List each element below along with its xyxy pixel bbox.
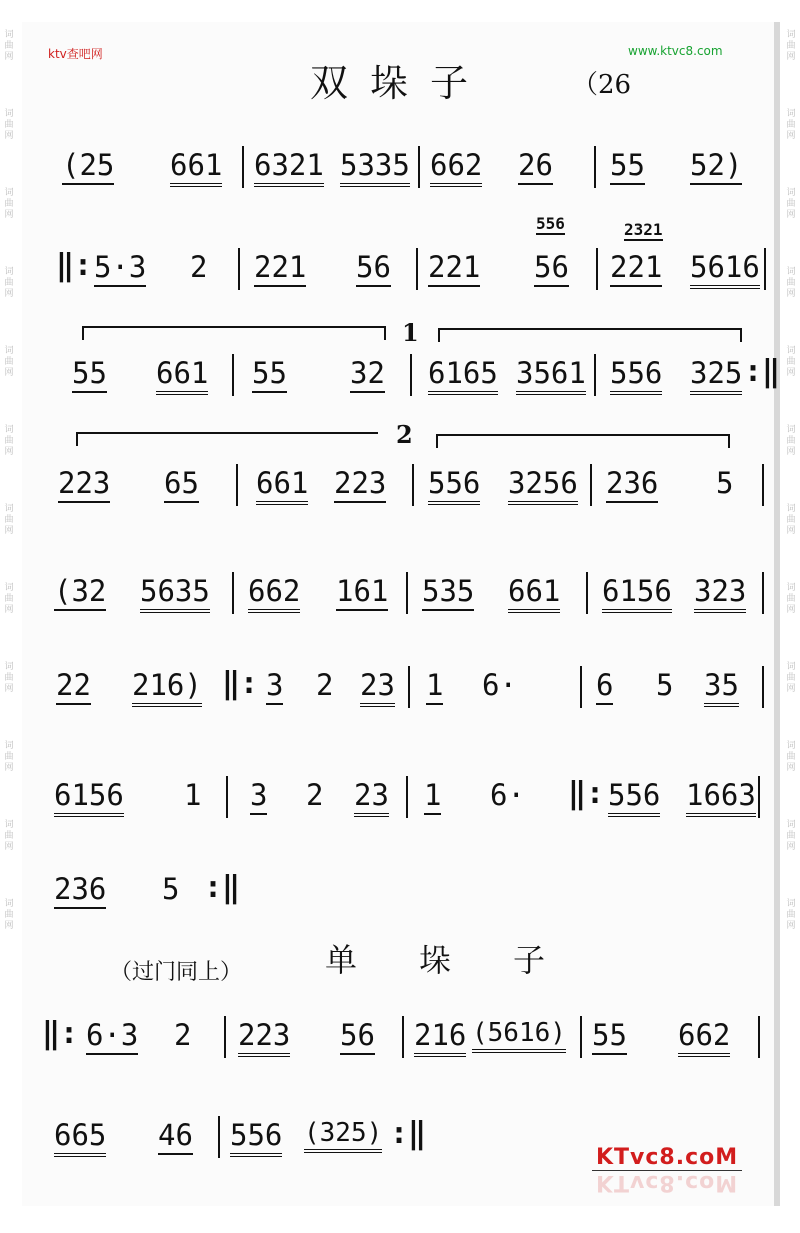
side-mark: 词曲网 xyxy=(4,346,14,378)
site-logo-reflection: KTvc8.coM xyxy=(596,1170,739,1195)
note-group: 55 xyxy=(252,356,287,393)
note-group: 22 xyxy=(56,668,91,705)
repeat-end: :‖ xyxy=(744,354,781,389)
note-group: 223 xyxy=(238,1018,290,1057)
side-mark: 词曲网 xyxy=(4,30,14,62)
note-group: 1663 xyxy=(686,778,756,817)
note-group: (25 xyxy=(62,148,114,185)
score-row-3 xyxy=(50,354,781,416)
bar-line xyxy=(586,572,588,614)
bar-line xyxy=(412,464,414,506)
note-group: 216 xyxy=(414,1018,466,1057)
bar-line xyxy=(594,354,596,396)
repeat-start: ‖: xyxy=(42,1016,79,1051)
note-group: 236 xyxy=(54,872,106,909)
score-row-5 xyxy=(50,574,770,634)
note: 6 xyxy=(596,668,613,705)
section-subtitle: 单垛子 xyxy=(325,941,608,979)
side-mark: 词曲网 xyxy=(4,899,14,931)
repeat-end: :‖ xyxy=(204,870,241,905)
note-group: 661 xyxy=(156,356,208,395)
score-row-6 xyxy=(50,668,770,728)
bar-line xyxy=(408,666,410,708)
note-group: 216) xyxy=(132,668,202,707)
note-group: 55 xyxy=(610,148,645,185)
note-group: 56 xyxy=(534,250,569,287)
note-group: 223 xyxy=(58,466,110,503)
side-mark: 词曲网 xyxy=(4,583,14,615)
score-row-7 xyxy=(50,778,770,838)
note-group: 35 xyxy=(704,668,739,707)
score-title: 双垛子 xyxy=(310,61,491,105)
note: 2 xyxy=(316,668,334,702)
bar-line xyxy=(764,248,766,290)
bar-line xyxy=(232,354,234,396)
side-mark: 词曲网 xyxy=(4,741,14,773)
score-row-9 xyxy=(42,1016,770,1078)
note-group: 56 xyxy=(356,250,391,287)
note: 3 xyxy=(250,778,267,815)
note-group: 5616 xyxy=(690,250,760,289)
intro-note: （过门同上） xyxy=(110,960,243,985)
note-group: 223 xyxy=(334,466,386,503)
side-mark: 词曲网 xyxy=(786,30,796,62)
note-group: 6·3 xyxy=(86,1018,138,1055)
note-group: 662 xyxy=(678,1018,730,1057)
note-group: 661 xyxy=(508,574,560,613)
note-group: 65 xyxy=(164,466,199,503)
side-mark: 词曲网 xyxy=(786,188,796,220)
note-group: 26 xyxy=(518,148,553,185)
note-group: 556 xyxy=(610,356,662,395)
note-group: 323 xyxy=(694,574,746,613)
site-logo[interactable]: KTvc8.coM xyxy=(596,1145,739,1170)
note-group: 221 xyxy=(428,250,480,287)
note-group: (325) xyxy=(304,1118,382,1153)
repeat-start: ‖: xyxy=(568,776,605,811)
repeat-end: :‖ xyxy=(390,1116,427,1151)
note-group: 52) xyxy=(690,148,742,185)
bar-line xyxy=(762,572,764,614)
score-row-8 xyxy=(50,872,770,932)
note-group: 221 xyxy=(610,250,662,287)
note: 1 xyxy=(424,778,441,815)
note: 3 xyxy=(266,668,283,705)
note-group: 3256 xyxy=(508,466,578,505)
side-mark: 词曲网 xyxy=(786,583,796,615)
note-group: 236 xyxy=(606,466,658,503)
note-group: 23 xyxy=(354,778,389,817)
repeat-start: ‖: xyxy=(222,666,259,701)
side-mark: 词曲网 xyxy=(4,267,14,299)
bar-line xyxy=(580,1016,582,1058)
score-row-2 xyxy=(50,214,770,310)
note: 1 xyxy=(184,778,202,812)
side-mark: 词曲网 xyxy=(4,662,14,694)
note-group: 661 xyxy=(256,466,308,505)
side-mark: 词曲网 xyxy=(4,425,14,457)
note-group: 55 xyxy=(592,1018,627,1055)
side-mark: 词曲网 xyxy=(4,109,14,141)
side-mark: 词曲网 xyxy=(786,741,796,773)
side-mark: 词曲网 xyxy=(786,425,796,457)
note: 5 xyxy=(162,872,180,906)
note-group: 6165 xyxy=(428,356,498,395)
bar-line xyxy=(406,776,408,818)
note-group: 556 xyxy=(608,778,660,817)
note-group: 55 xyxy=(72,356,107,393)
ending-bracket-1-left xyxy=(82,326,386,340)
repeat-start: ‖: xyxy=(56,248,93,283)
ornament-grace-notes: 2321 xyxy=(624,220,663,239)
note-group: 665 xyxy=(54,1118,106,1157)
note-group: 56 xyxy=(340,1018,375,1055)
note-group: 3561 xyxy=(516,356,586,395)
note: 2 xyxy=(306,778,324,812)
note: 2 xyxy=(190,250,208,284)
bar-line xyxy=(232,572,234,614)
right-side-watermark xyxy=(784,30,798,932)
score-row-4 xyxy=(50,466,770,526)
note-group: (5616) xyxy=(472,1018,566,1053)
note-group: 46 xyxy=(158,1118,193,1155)
note-group: 535 xyxy=(422,574,474,611)
bar-line xyxy=(762,666,764,708)
side-mark: 词曲网 xyxy=(4,188,14,220)
score-row-1 xyxy=(50,148,770,208)
bar-line xyxy=(218,1116,220,1158)
bar-line xyxy=(580,666,582,708)
bar-line xyxy=(236,464,238,506)
bar-line xyxy=(242,146,244,188)
note-group: (32 xyxy=(54,574,106,611)
note: 6· xyxy=(490,778,525,812)
bar-line xyxy=(410,354,412,396)
side-mark: 词曲网 xyxy=(786,346,796,378)
note: 6· xyxy=(482,668,517,702)
note-group: 6321 xyxy=(254,148,324,187)
note-group: 161 xyxy=(336,574,388,611)
bar-line xyxy=(758,1016,760,1058)
watermark-top-right[interactable]: www.ktvc8.com xyxy=(628,44,723,58)
side-mark: 词曲网 xyxy=(4,504,14,536)
note-group: 661 xyxy=(170,148,222,187)
title-paren-number: （26 xyxy=(572,70,632,100)
side-mark: 词曲网 xyxy=(786,267,796,299)
side-mark: 词曲网 xyxy=(786,899,796,931)
note-group: 5335 xyxy=(340,148,410,187)
bar-line xyxy=(402,1016,404,1058)
note-group: 662 xyxy=(430,148,482,187)
side-mark: 词曲网 xyxy=(786,504,796,536)
ending-bracket-2-left xyxy=(76,432,378,446)
watermark-top-left[interactable]: ktv查吧网 xyxy=(48,47,103,61)
bar-line xyxy=(418,146,420,188)
side-mark: 词曲网 xyxy=(4,820,14,852)
note-group: 325 xyxy=(690,356,742,395)
left-side-watermark xyxy=(2,30,16,932)
bar-line xyxy=(594,146,596,188)
note-group: 6156 xyxy=(54,778,124,817)
ending-number: 2 xyxy=(396,420,413,449)
bar-line xyxy=(590,464,592,506)
note-group: 32 xyxy=(350,356,385,393)
ending-bracket-1-right xyxy=(438,328,742,342)
note-group: 5·3 xyxy=(94,250,146,287)
bar-line xyxy=(224,1016,226,1058)
note-group: 556 xyxy=(428,466,480,505)
note-group: 556 xyxy=(230,1118,282,1157)
ending-bracket-2-right xyxy=(436,434,730,448)
bar-line xyxy=(758,776,760,818)
bar-line xyxy=(762,464,764,506)
bar-line xyxy=(238,248,240,290)
ornament-grace-notes: 556 xyxy=(536,214,565,233)
ending-number: 1 xyxy=(402,318,419,347)
bar-line xyxy=(406,572,408,614)
bar-line xyxy=(596,248,598,290)
note-group: 6156 xyxy=(602,574,672,613)
note-group: 221 xyxy=(254,250,306,287)
note-group: 23 xyxy=(360,668,395,707)
bar-line xyxy=(226,776,228,818)
note: 5 xyxy=(656,668,674,702)
note-group: 5635 xyxy=(140,574,210,613)
note: 5 xyxy=(716,466,734,500)
side-mark: 词曲网 xyxy=(786,662,796,694)
side-mark: 词曲网 xyxy=(786,820,796,852)
bar-line xyxy=(416,248,418,290)
note: 1 xyxy=(426,668,443,705)
note: 2 xyxy=(174,1018,192,1052)
side-mark: 词曲网 xyxy=(786,109,796,141)
note-group: 662 xyxy=(248,574,300,613)
